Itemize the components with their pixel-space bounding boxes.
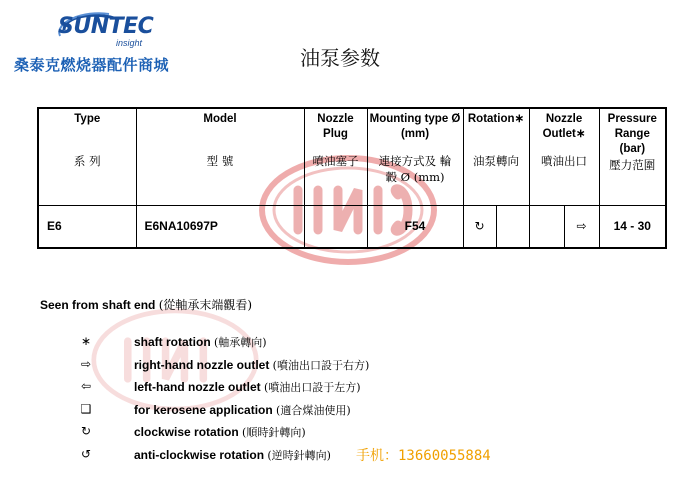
legend-label xyxy=(134,424,306,440)
header-rotation-en: Rotation∗ xyxy=(467,113,525,125)
header-type xyxy=(38,108,136,205)
legend-label xyxy=(134,402,351,418)
legend-label-en: for kerosene application xyxy=(134,402,273,417)
cell-outlet-right xyxy=(564,205,599,248)
anticlockwise-icon: ↺ xyxy=(80,446,92,461)
clockwise-icon: ↻ xyxy=(474,219,485,234)
cell-nozzle-plug xyxy=(304,205,367,248)
header-mounting-en: Mounting type Ø (mm) xyxy=(369,113,461,140)
legend-label xyxy=(134,357,369,373)
header-model-cn: 型 號 xyxy=(206,154,234,168)
company-logo xyxy=(14,8,204,78)
header-nozzle-outlet xyxy=(529,108,599,205)
square-icon: ❑ xyxy=(80,401,92,416)
legend-title-en: Seen from shaft end xyxy=(40,298,156,312)
clockwise-icon: ↻ xyxy=(80,424,92,438)
legend-title-cn: (從軸承末端觀看) xyxy=(158,298,253,312)
pump-spec-table xyxy=(37,107,667,249)
legend-label xyxy=(134,379,361,395)
legend-label xyxy=(134,447,331,463)
header-rotation xyxy=(463,108,529,205)
right-arrow-icon: ⇨ xyxy=(576,219,587,234)
header-pressure-en: Pressure Range (bar) xyxy=(607,113,657,155)
header-type-en: Type xyxy=(74,113,101,125)
legend-label-en: anti-clockwise rotation xyxy=(134,447,265,462)
brand-name: SUNTEC xyxy=(58,14,154,39)
header-pressure-cn: 壓力范圍 xyxy=(609,158,656,172)
legend-label-cn: (順時針轉向) xyxy=(242,426,306,439)
header-rotation-cn: 油泵轉向 xyxy=(473,154,519,168)
brand-tagline: insight xyxy=(116,38,143,48)
contact-phone: 手机：13660055884 xyxy=(356,448,491,464)
header-mounting-cn: 連接方式及 輪轂 Ø (mm) xyxy=(378,154,452,184)
header-pressure xyxy=(599,108,666,205)
legend-label-en: clockwise rotation xyxy=(134,425,239,439)
legend-title xyxy=(40,296,252,313)
cell-model: E6NA10697P xyxy=(136,205,304,248)
legend-label xyxy=(134,334,267,350)
cell-rotation-clockwise xyxy=(463,205,496,248)
cell-type: E6 xyxy=(38,205,136,248)
company-name-cn: 桑泰克燃烧器配件商城 xyxy=(14,56,170,74)
cell-mounting: F54 xyxy=(367,205,463,248)
header-nozzle-outlet-en: Nozzle Outlet∗ xyxy=(542,113,586,140)
left-arrow-icon: ⇦ xyxy=(80,379,92,393)
cell-rotation-anticlockwise xyxy=(496,205,529,248)
legend-label-en: shaft rotation xyxy=(134,335,211,349)
table-row xyxy=(38,205,666,248)
legend-label-cn: (噴油出口設于右方) xyxy=(272,358,370,372)
page-title: 油泵参数 xyxy=(300,46,380,70)
right-arrow-icon: ⇨ xyxy=(80,356,92,371)
header-model xyxy=(136,108,304,205)
asterisk-icon: ∗ xyxy=(80,334,92,348)
cell-pressure: 14 - 30 xyxy=(599,205,666,248)
legend-label-cn: (噴油出口設于左方) xyxy=(264,381,361,394)
legend-label-cn: (逆時針轉向) xyxy=(267,448,331,462)
legend-label-en: left-hand nozzle outlet xyxy=(134,380,261,394)
legend-label-cn: (軸承轉向) xyxy=(214,336,267,349)
legend-label-en: right-hand nozzle outlet xyxy=(134,357,270,372)
header-type-cn: 系 列 xyxy=(73,154,101,168)
header-mounting xyxy=(367,108,463,205)
header-nozzle-plug-cn: 噴油塞子 xyxy=(312,154,359,168)
legend-label-cn: (適合煤油使用) xyxy=(276,403,351,417)
table-header-row xyxy=(38,108,666,205)
cell-outlet-left xyxy=(529,205,564,248)
header-nozzle-plug xyxy=(304,108,367,205)
header-nozzle-outlet-cn: 噴油出口 xyxy=(541,154,588,168)
header-nozzle-plug-en: Nozzle Plug xyxy=(317,113,354,140)
header-model-en: Model xyxy=(203,113,237,125)
